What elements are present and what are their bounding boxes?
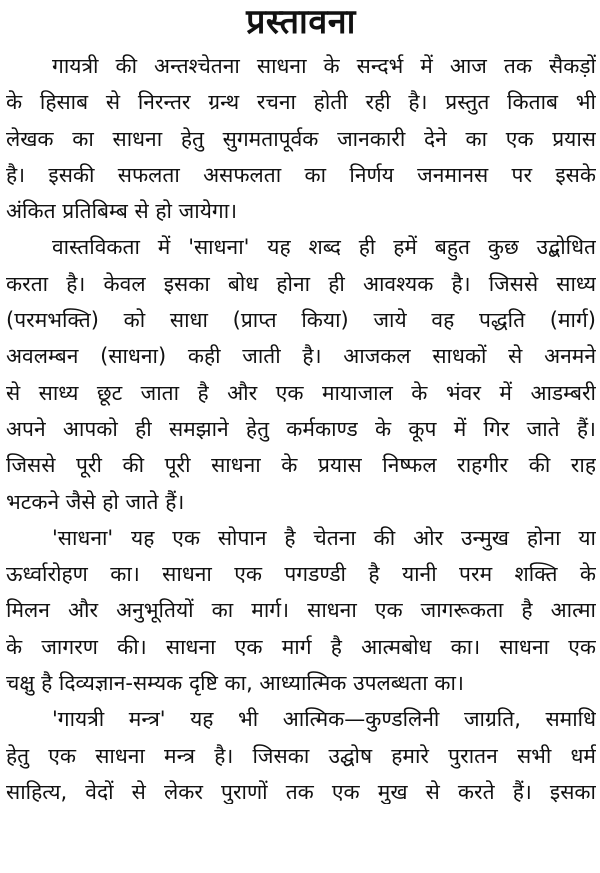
text-line: (परमभक्ति) को साधा (प्राप्त किया) जाये वह पद्धति (मार्ग): [6, 308, 596, 333]
text-line: लेखक का साधना हेतु सुगमतापूर्वक जानकारी देने का एक प्रयास: [6, 126, 596, 151]
text-line: मिलन और अनुभूतियों का मार्ग। साधना एक जागरूकता है आत्मा: [6, 598, 596, 623]
paragraph-2: [6, 229, 596, 519]
text-line: वास्तविकता में 'साधना' यह शब्द ही हमें बहुत कुछ उद्बोधित: [52, 235, 596, 260]
paragraph-1: [6, 48, 596, 229]
text-line: अवलम्बन (साधना) कही जाती है। आजकल साधकों से अनमने: [6, 344, 596, 369]
text-line: जिससे पूरी की पूरी साधना के प्रयास निष्फल राहगीर की राह: [6, 453, 596, 478]
text-line: है। इसकी सफलता असफलता का निर्णय जनमानस पर इसके: [6, 162, 596, 187]
text-line: साहित्य, वेदों से लेकर पुराणों तक एक मुख से करते हैं। इसका: [6, 779, 596, 804]
text-line: करता है। केवल इसका बोध होना ही आवश्यक है। जिससे साध्य: [6, 271, 596, 296]
text-line: गायत्री की अन्तश्चेतना साधना के सन्दर्भ में आज तक सैकड़ों: [52, 54, 596, 78]
text-line: चक्षु है दिव्यज्ञान-सम्यक दृष्टि का, आध्यात्मिक उपलब्धता का।: [6, 671, 464, 696]
text-line: 'साधना' यह एक सोपान है चेतना की ओर उन्मुख होना या: [52, 525, 596, 550]
text-line: के हिसाब से निरन्तर ग्रन्थ रचना होती रही है। प्रस्तुत किताब भी: [6, 90, 596, 115]
text-line: के जागरण की। साधना एक मार्ग है आत्मबोध का। साधना एक: [6, 634, 596, 659]
text-line: भटकने जैसे हो जाते हैं।: [6, 489, 185, 514]
page-title: प्रस्तावना: [246, 2, 356, 42]
text-line: 'गायत्री मन्त्र' यह भी आत्मिक—कुण्डलिनी जाग्रति, समाधि: [52, 707, 596, 732]
text-line: ऊर्ध्वारोहण का। साधना एक पगडण्डी है यानी परम शक्ति के: [6, 562, 596, 587]
text-line: से साध्य छूट जाता है और एक मायाजाल के भंवर में आडम्बरी: [6, 380, 596, 405]
text-line: हेतु एक साधना मन्त्र है। जिसका उद्घोष हमारे पुरातन सभी धर्म: [6, 743, 596, 768]
text-line: अपने आपको ही समझाने हेतु कर्मकाण्ड के कूप में गिर जाते हैं।: [6, 416, 596, 441]
paragraph-4: [6, 701, 596, 804]
paragraph-3: [6, 520, 596, 701]
text-line: अंकित प्रतिबिम्ब से हो जायेगा।: [6, 199, 238, 224]
